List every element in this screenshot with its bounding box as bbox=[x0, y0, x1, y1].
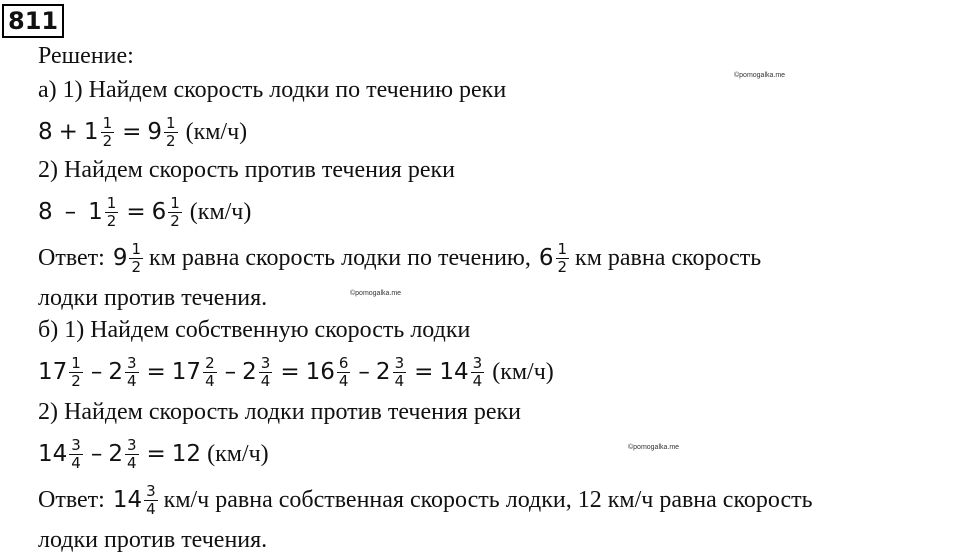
part-b-equation1 bbox=[38, 350, 554, 394]
whole-part: 1 bbox=[83, 119, 99, 145]
whole-part: 17 bbox=[38, 359, 68, 385]
fraction: $\frac{1}{2}$ bbox=[166, 113, 176, 150]
fraction: $\frac{1}{2}$ bbox=[131, 239, 142, 276]
unit: (км/ч) bbox=[185, 118, 248, 145]
fraction: $\frac{3}{4}$ bbox=[394, 353, 405, 390]
whole-part: 1 bbox=[88, 199, 103, 225]
operator: – bbox=[224, 359, 237, 385]
operator: – bbox=[358, 359, 370, 385]
whole-part: 14 bbox=[38, 441, 68, 467]
answer-text: км/ч равна собственная скорость лодки, 12 км/ч равна скорость bbox=[163, 486, 813, 513]
part-b-answer-cont: лодки против течения. bbox=[38, 527, 268, 553]
watermark: ©pomogalka.me bbox=[628, 444, 680, 451]
part-a-step1: а) 1) Найдем скорость лодки по течению реки bbox=[38, 77, 507, 103]
part-a-equation2 bbox=[38, 190, 251, 234]
equals-sign: = bbox=[414, 359, 434, 385]
fraction: $\frac{1}{2}$ bbox=[106, 193, 117, 230]
equals-sign: = bbox=[146, 359, 166, 385]
fraction: $\frac{1}{2}$ bbox=[102, 113, 113, 150]
part-a-equation1 bbox=[38, 110, 247, 154]
whole-part: 6 bbox=[151, 199, 167, 225]
operator: + bbox=[58, 119, 78, 145]
answer-label: Ответ: bbox=[38, 486, 105, 513]
fraction: $\frac{3}{4}$ bbox=[126, 435, 137, 472]
watermark: ©pomogalka.me bbox=[350, 290, 402, 297]
equals-sign: = bbox=[280, 359, 300, 385]
answer-text: км равна скорость лодки по течению, bbox=[149, 244, 531, 271]
answer-text: км равна скорость bbox=[575, 244, 762, 271]
problem-number: 811 bbox=[2, 4, 64, 38]
whole-part: 14 bbox=[439, 359, 469, 385]
equals-sign: = bbox=[122, 119, 142, 145]
fraction: $\frac{3}{4}$ bbox=[71, 435, 81, 472]
fraction: $\frac{2}{4}$ bbox=[205, 353, 215, 390]
part-b-answer bbox=[38, 478, 813, 522]
fraction: $\frac{6}{4}$ bbox=[338, 353, 349, 390]
operator: – bbox=[64, 199, 77, 225]
fraction: $\frac{3}{4}$ bbox=[146, 481, 156, 518]
fraction: $\frac{3}{4}$ bbox=[260, 353, 271, 390]
fraction: $\frac{1}{2}$ bbox=[557, 239, 568, 276]
equals-sign: = bbox=[126, 199, 146, 225]
whole-part: 14 bbox=[112, 487, 143, 513]
part-a-answer-cont: лодки против течения. bbox=[38, 285, 268, 311]
solution-heading: Решение: bbox=[38, 43, 134, 69]
term: 8 bbox=[38, 199, 53, 225]
whole-part: 16 bbox=[305, 359, 335, 385]
whole-part: 17 bbox=[171, 359, 202, 385]
unit: (км/ч) bbox=[189, 198, 252, 225]
whole-part: 9 bbox=[112, 245, 128, 271]
operator: – bbox=[90, 441, 103, 467]
watermark: ©pomogalka.me bbox=[734, 72, 786, 79]
whole-part: 2 bbox=[242, 359, 257, 385]
unit: (км/ч) bbox=[207, 440, 269, 467]
term: 8 bbox=[38, 119, 53, 145]
result: 12 bbox=[171, 441, 202, 467]
unit: (км/ч) bbox=[492, 358, 554, 385]
answer-label: Ответ: bbox=[38, 244, 105, 271]
whole-part: 6 bbox=[538, 245, 554, 271]
part-a-answer bbox=[38, 236, 761, 280]
part-a-step2: 2) Найдем скорость против течения реки bbox=[38, 157, 455, 183]
whole-part: 2 bbox=[108, 359, 123, 385]
fraction: $\frac{1}{2}$ bbox=[170, 193, 180, 230]
part-b-step1: б) 1) Найдем собственную скорость лодки bbox=[38, 317, 471, 343]
fraction: $\frac{1}{2}$ bbox=[71, 353, 81, 390]
fraction: $\frac{3}{4}$ bbox=[472, 353, 483, 390]
whole-part: 9 bbox=[147, 119, 163, 145]
equals-sign: = bbox=[146, 441, 166, 467]
whole-part: 2 bbox=[108, 441, 123, 467]
whole-part: 2 bbox=[375, 359, 391, 385]
operator: – bbox=[90, 359, 103, 385]
part-b-equation2 bbox=[38, 432, 269, 476]
part-b-step2: 2) Найдем скорость лодки против течения реки bbox=[38, 399, 521, 425]
fraction: $\frac{3}{4}$ bbox=[126, 353, 137, 390]
